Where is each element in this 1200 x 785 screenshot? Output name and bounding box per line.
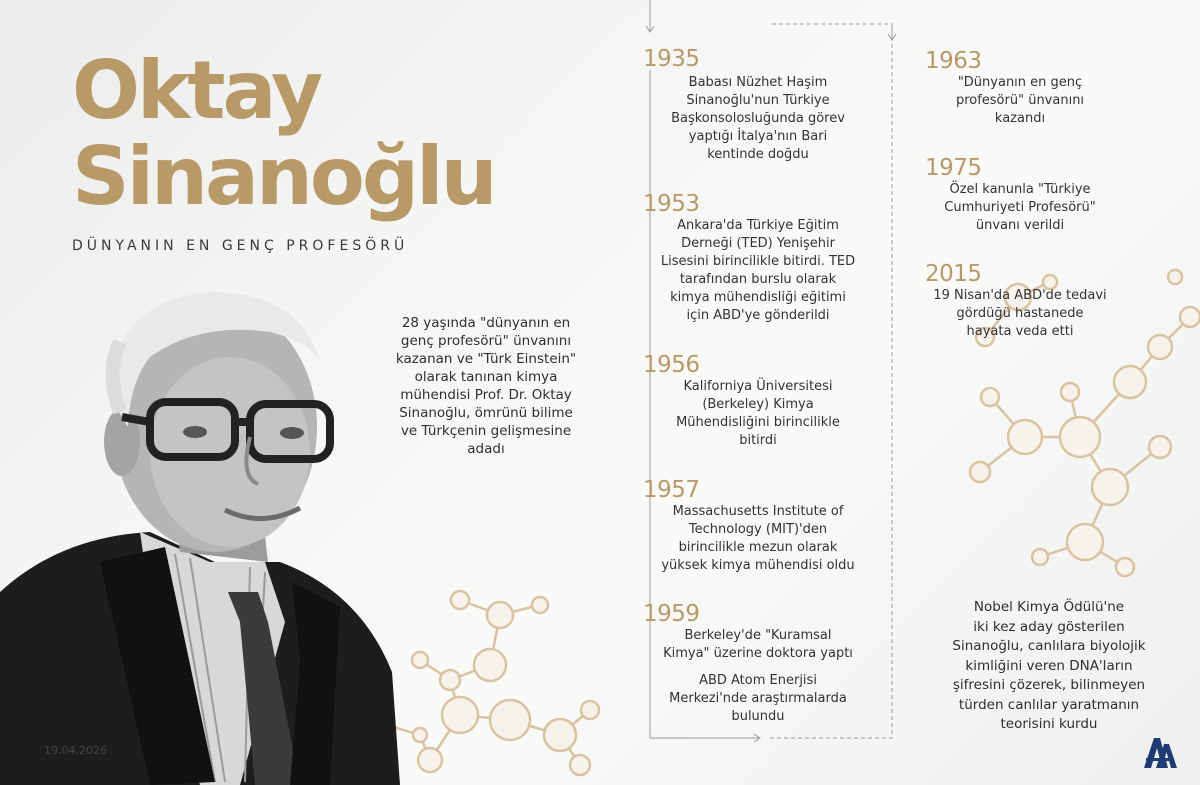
timeline-entry-2015 — [925, 261, 1115, 341]
desc-line: Özel kanunla "Türkiye — [949, 182, 1091, 197]
desc-line: kazandı — [994, 111, 1046, 126]
desc-line: (Berkeley) Kimya — [702, 397, 814, 412]
desc-line: Berkeley'de "Kuramsal — [684, 628, 832, 643]
publish-date: 19.04.2026 — [44, 744, 107, 757]
timeline-description-extra — [643, 672, 873, 726]
timeline-entry-1956 — [643, 352, 873, 450]
timeline-entry-1957 — [643, 477, 873, 575]
intro-line: kazanan ve "Türk Einstein" — [395, 351, 577, 367]
nobel-line: şifresini çözerek, bilinmeyen — [952, 677, 1146, 693]
timeline-description — [925, 287, 1115, 341]
timeline-year: 1957 — [643, 477, 700, 503]
aa-logo — [1142, 734, 1178, 770]
desc-line: Kaliforniya Üniversitesi — [683, 379, 833, 394]
desc-line: bulundu — [731, 709, 785, 724]
desc-line: "Dünyanın en genç — [957, 75, 1083, 90]
desc-line: gördüğü hastanede — [956, 306, 1084, 321]
desc-line: Massachusetts Institute of — [672, 504, 844, 519]
nobel-paragraph — [936, 598, 1162, 735]
timeline-description — [925, 74, 1115, 128]
desc-line: bitirdi — [739, 433, 777, 448]
intro-line: ve Türkçenin gelişmesine — [400, 423, 572, 439]
timeline-entry-1935 — [643, 46, 873, 164]
nobel-line: kimliğini veren DNA'ların — [965, 657, 1133, 674]
timeline-description — [925, 181, 1115, 235]
intro-line: adadı — [467, 441, 505, 457]
desc-line: kentinde doğdu — [707, 147, 809, 162]
timeline-entry-1963 — [925, 48, 1115, 128]
desc-line: Başkonsolosluğunda görev — [671, 111, 845, 126]
timeline-description — [643, 378, 873, 450]
timeline-description — [643, 217, 873, 325]
desc-line: Ankara'da Türkiye Eğitim — [677, 218, 839, 233]
desc-line: ünvanı verildi — [975, 218, 1065, 233]
desc-line: Cumhuriyeti Profesörü" — [944, 200, 1096, 215]
desc-line: kimya mühendisliği eğitimi — [670, 290, 846, 305]
intro-line: 28 yaşında "dünyanın en — [401, 315, 571, 331]
page-title — [72, 44, 495, 223]
timeline-year: 1956 — [643, 352, 700, 378]
desc-line: Babası Nüzhet Haşim — [688, 75, 828, 90]
desc-line: Mühendisliğini birincilikle — [676, 415, 840, 430]
nobel-line: Nobel Kimya Ödülü'ne — [973, 599, 1125, 615]
intro-line: olarak tanınan kimya — [414, 369, 558, 385]
desc-line: tarafından burslu olarak — [679, 272, 837, 287]
timeline-description — [643, 74, 873, 164]
title-first-name: Oktay — [72, 44, 321, 137]
desc-line: yüksek kimya mühendisi oldu — [661, 558, 855, 573]
desc-line: hayata veda etti — [966, 324, 1074, 339]
desc-line: profesörü" ünvanını — [955, 93, 1085, 108]
nobel-line: teorisini kurdu — [1000, 716, 1098, 732]
intro-line: mühendisi Prof. Dr. Oktay — [400, 387, 572, 403]
timeline-year: 1959 — [643, 601, 700, 627]
timeline-entry-1953 — [643, 191, 873, 325]
desc-line: Merkezi'nde araştırmalarda — [669, 691, 847, 706]
desc-line: Technology (MIT)'den — [688, 522, 828, 537]
timeline-description — [643, 627, 873, 663]
nobel-line: türden canlılar yaratmanın — [958, 696, 1140, 713]
portrait-photo — [0, 262, 400, 785]
desc-line: yaptığı İtalya'nın Bari — [688, 129, 828, 144]
desc-line: için ABD'ye gönderildi — [686, 308, 830, 323]
nobel-line: Sinanoğlu, canlılara biyolojik — [952, 638, 1146, 654]
timeline-description — [643, 503, 873, 575]
desc-line: ABD Atom Enerjisi — [699, 673, 817, 688]
page-subtitle: DÜNYANIN EN GENÇ PROFESÖRÜ — [72, 238, 409, 254]
timeline-year: 1953 — [643, 191, 700, 217]
timeline-year: 1963 — [925, 48, 982, 74]
timeline-year: 1975 — [925, 155, 982, 181]
desc-line: birincilikle mezun olarak — [678, 540, 838, 555]
timeline-year: 2015 — [925, 261, 982, 287]
timeline-year: 1935 — [643, 46, 700, 72]
desc-line: Kimya" üzerine doktora yaptı — [663, 646, 853, 661]
desc-line: Derneği (TED) Yenişehir — [681, 236, 835, 251]
desc-line: Sinanoğlu'nun Türkiye — [686, 93, 830, 108]
desc-line: Lisesini birincilikle bitirdi. TED — [660, 254, 856, 269]
timeline-entry-1975 — [925, 155, 1115, 235]
intro-line: genç profesörü" ünvanını — [400, 333, 572, 349]
intro-paragraph — [378, 314, 594, 458]
desc-line: 19 Nisan'da ABD'de tedavi — [933, 288, 1107, 303]
nobel-line: iki kez aday gösterilen — [973, 618, 1125, 635]
title-last-name: Sinanoğlu — [72, 130, 495, 223]
timeline-entry-1959 — [643, 601, 873, 726]
intro-line: Sinanoğlu, ömrünü bilime — [399, 405, 573, 421]
